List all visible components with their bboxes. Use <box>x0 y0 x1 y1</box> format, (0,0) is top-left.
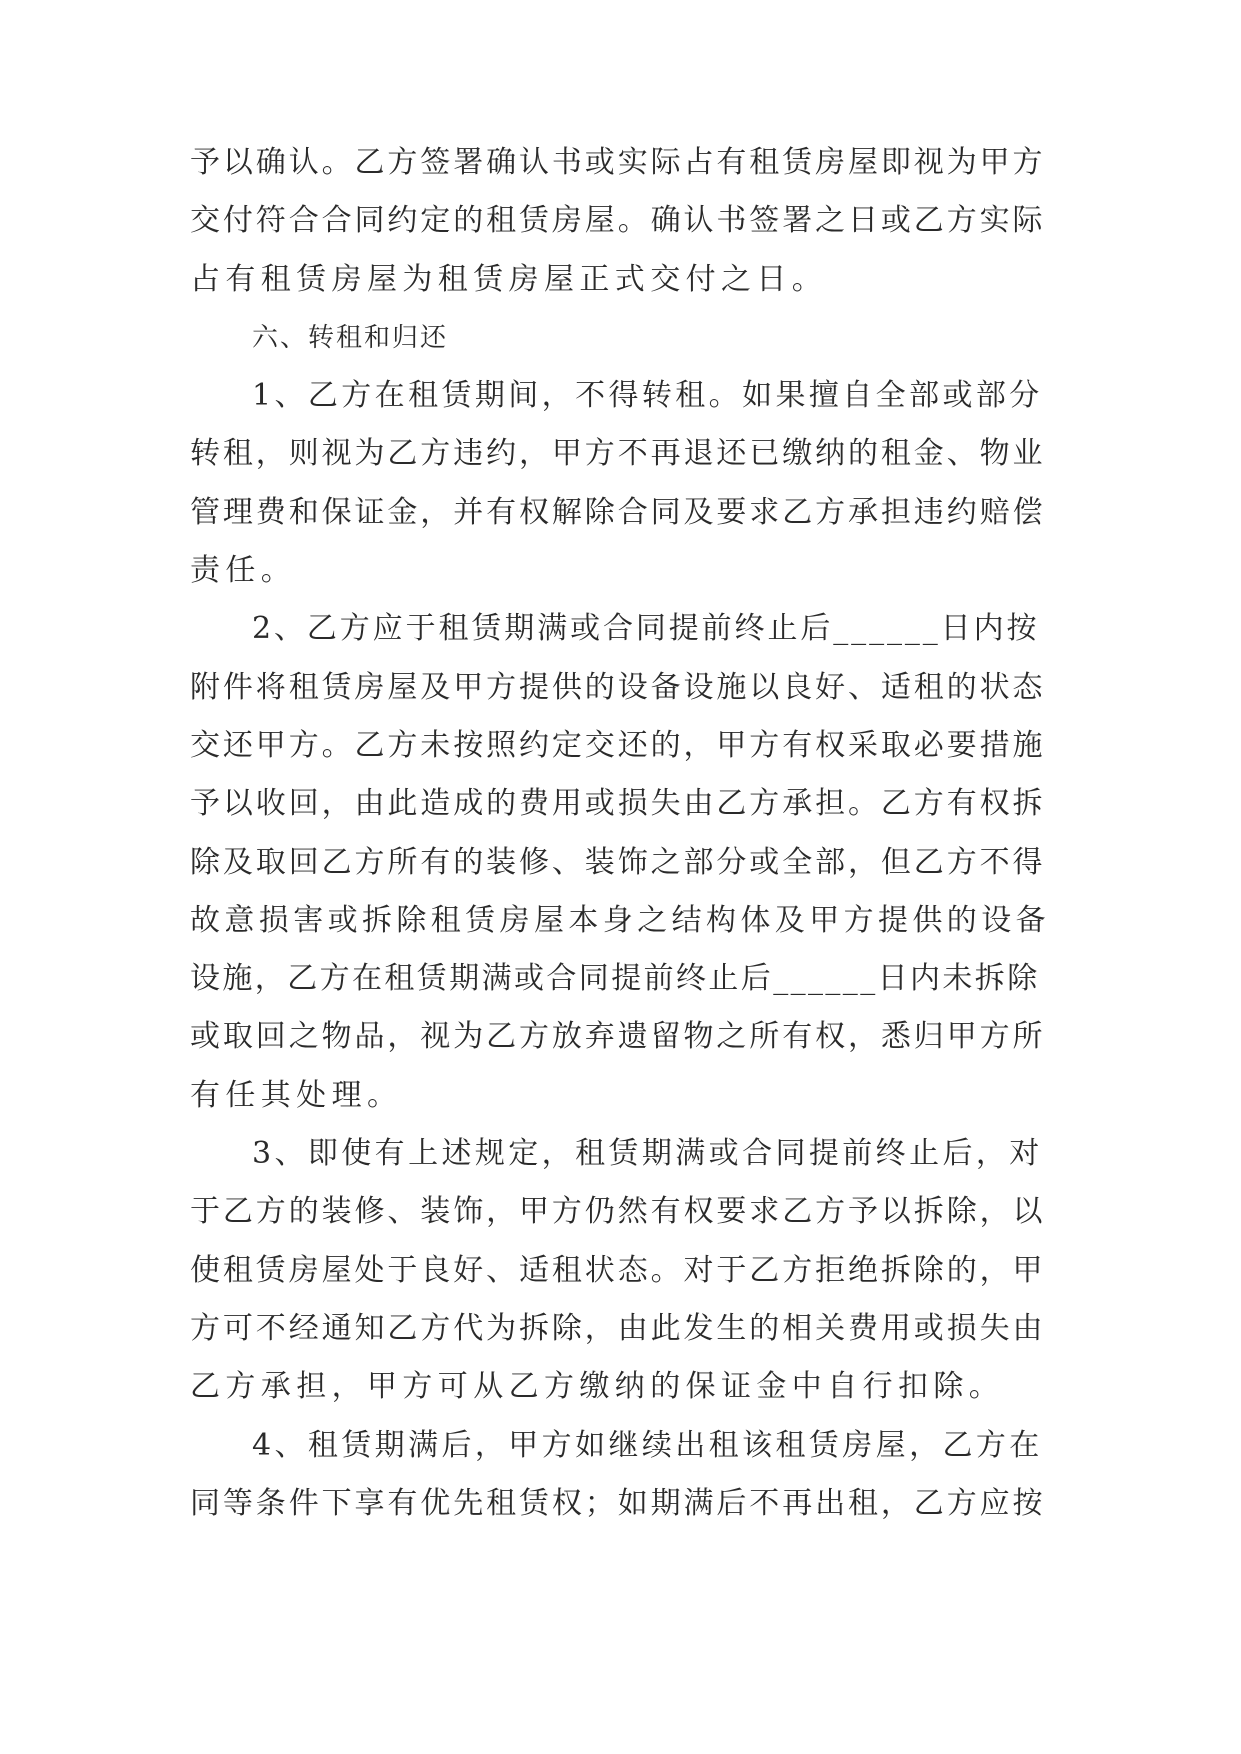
text-line: 交付符合合同约定的租赁房屋。确认书签署之日或乙方实际 <box>190 203 1046 239</box>
text-line: 责任。 <box>190 553 297 589</box>
clause-start-line: 1、乙方在租赁期间，不得转租。如果擅自全部或部分 <box>252 378 1043 414</box>
section-heading: 六、转租和归还 <box>252 322 449 353</box>
text-line: 转租，则视为乙方违约，甲方不再退还已缴纳的租金、物业 <box>190 436 1046 472</box>
text-line: 占有租赁房屋为租赁房屋正式交付之日。 <box>190 261 828 297</box>
clause-start-line: 4、租赁期满后，甲方如继续出租该租赁房屋，乙方在 <box>252 1427 1043 1463</box>
text-line: 除及取回乙方所有的装修、装饰之部分或全部，但乙方不得 <box>190 844 1046 880</box>
text-line: 予以确认。乙方签署确认书或实际占有租赁房屋即视为甲方 <box>190 145 1046 180</box>
text-line: 同等条件下享有优先租赁权；如期满后不再出租，乙方应按 <box>190 1485 1046 1521</box>
text-line: 乙方承担，甲方可从乙方缴纳的保证金中自行扣除。 <box>190 1369 1005 1405</box>
clause-start-line: 2、乙方应于租赁期满或合同提前终止后______日内按 <box>252 611 1040 647</box>
text-line: 使租赁房屋处于良好、适租状态。对于乙方拒绝拆除的，甲 <box>190 1252 1046 1288</box>
text-line: 附件将租赁房屋及甲方提供的设备设施以良好、适租的状态 <box>190 669 1046 705</box>
text-line: 设施，乙方在租赁期满或合同提前终止后______日内未拆除 <box>190 961 1040 997</box>
text-line: 或取回之物品，视为乙方放弃遗留物之所有权，悉归甲方所 <box>190 1019 1046 1055</box>
text-line: 交还甲方。乙方未按照约定交还的，甲方有权采取必要措施 <box>190 727 1046 763</box>
text-line: 有任其处理。 <box>190 1077 403 1113</box>
text-line: 管理费和保证金，并有权解除合同及要求乙方承担违约赔偿 <box>190 494 1046 530</box>
text-line: 予以收回，由此造成的费用或损失由乙方承担。乙方有权拆 <box>190 786 1046 822</box>
text-line: 方可不经通知乙方代为拆除，由此发生的相关费用或损失由 <box>190 1310 1046 1346</box>
text-line: 于乙方的装修、装饰，甲方仍然有权要求乙方予以拆除，以 <box>190 1194 1046 1230</box>
clause-start-line: 3、即使有上述规定，租赁期满或合同提前终止后，对 <box>252 1136 1043 1172</box>
document-body <box>190 134 1050 1533</box>
text-line: 故意损害或拆除租赁房屋本身之结构体及甲方提供的设备 <box>190 902 1050 938</box>
